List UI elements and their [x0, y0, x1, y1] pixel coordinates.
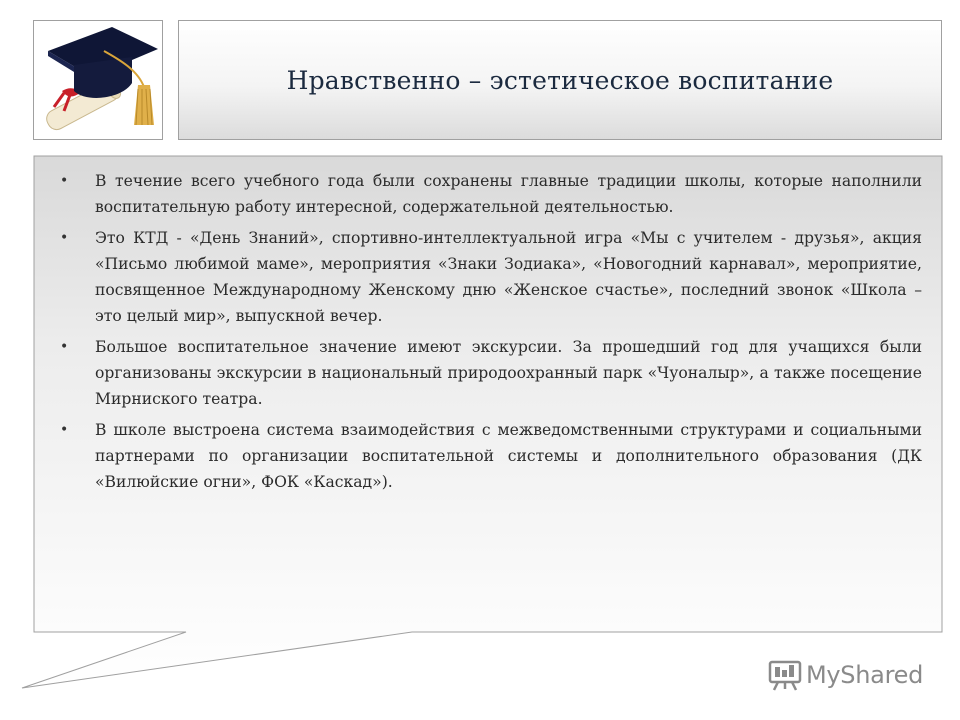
bullet-text: В течение всего учебного года были сохранены главные традиции школы, которые наполнили воспитательную работу интересной, содержательной деятельностью.	[95, 172, 922, 216]
bullet-text: В школе выстроена система взаимодействия с межведомственными структурами и социальными партнерами по организации воспитательной системы и дополнительного образования (ДК «Вилюйские огни», ФОК «Каскад»).	[95, 421, 922, 491]
bullet-item	[60, 225, 922, 329]
content-text	[60, 168, 922, 500]
bullet-item	[60, 417, 922, 495]
bullet-marker: •	[60, 339, 69, 355]
bullet-marker: •	[60, 230, 69, 246]
watermark-text: MyShared	[806, 661, 924, 689]
presentation-board-icon	[768, 659, 802, 691]
bullet-item	[60, 168, 922, 220]
bullet-text: Большое воспитательное значение имеют экскурсии. За прошедший год для учащихся были организованы экскурсии в национальный природоохранный парк «Чуоналыр», а также посещение Мирниского театра.	[95, 338, 922, 408]
bullet-list	[60, 168, 922, 495]
bullet-marker: •	[60, 422, 69, 438]
myshared-watermark[interactable]	[768, 658, 923, 692]
bullet-text: Это КТД - «День Знаний», спортивно-интеллектуальной игра «Мы с учителем - друзья», акция «Письмо любимой маме», мероприятия «Знаки Зодиака», «Новогодний карнавал», мероприятие, посвященное Международному Женскому дню «Женское счастье», последний звонок «Школа – это целый мир», выпускной вечер.	[95, 229, 922, 325]
slide-title: Нравственно – эстетическое воспитание	[286, 65, 834, 95]
graduation-cap-diploma-icon	[34, 21, 162, 139]
logo-box	[33, 20, 163, 140]
bullet-item	[60, 334, 922, 412]
title-box	[178, 20, 942, 140]
bullet-marker: •	[60, 173, 69, 189]
